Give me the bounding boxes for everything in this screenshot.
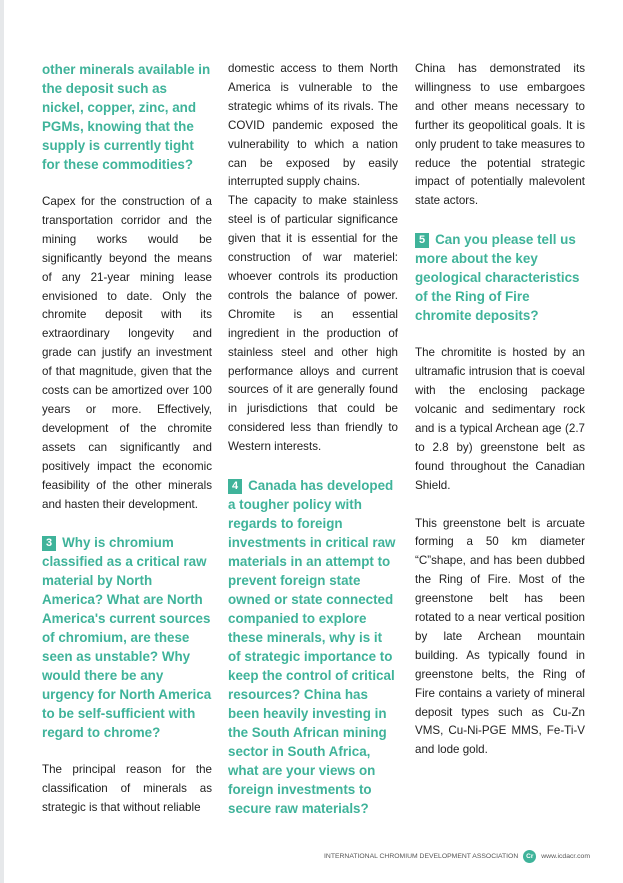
question-3-text: Why is chromium classified as a critical raw material by North America? What are North America's current sources of chromium, are these seen as unstable? Why would there be any urgency for North America to be self-sufficient with regard to chrome? [42, 535, 212, 741]
column-2 [228, 60, 398, 818]
question-4-text: Canada has developed a tougher policy with regards to foreign investments in critical raw materials in an attempt to prevent foreign state owned or state connected companied to explore these minerals, why is it of strategic importance to keep the control of critical resources? China has been heavily investing in the South African mining sector in South Africa, what are your views on foreign investments to secure raw materials? [228, 478, 396, 817]
page-footer [300, 848, 590, 864]
question-5-number: 5 [415, 233, 429, 248]
answer-5-paragraph-1: The chromitite is hosted by an ultramafic intrusion that is coeval with the enclosing package volcanic and sedimentary rock and is a typical Archean age (2.7 to 2.8 by) greenstone belt as found throughout the Canadian Shield. [415, 346, 585, 492]
question-5-text: Can you please tell us more about the key geological characteristics of the Ring of Fire chromite deposits? [415, 232, 580, 324]
footer-organization: INTERNATIONAL CHROMIUM DEVELOPMENT ASSOCIATION [324, 852, 519, 860]
answer-3-paragraph-2: The capacity to make stainless steel is of particular significance given that it is essential for the construction of war materiel: whoever controls its production controls the balance of power. Chromite is an essential ingredient in the production of stainless steel and other high performance alloys and current sources of it are generally found in jurisdictions that could be considered less than friendly to Western interests. [228, 194, 398, 454]
page-edge-stripe [0, 0, 4, 883]
answer-3-paragraph-continued: domestic access to them North America is vulnerable to the strategic whims of its rivals. The COVID pandemic exposed the vulnerability to which a nation can be exposed by easily interrupted supply chains. [228, 62, 398, 189]
answer-2-paragraph: Capex for the construction of a transportation corridor and the mining works would be significantly beyond the means of any 21-year mining lease envisioned to date. Only the chromite deposit with its extraordinary longevity and grade can justify an investment of that magnitude, given that the costs can be amortized over 100 years or more. Effectively, development of the chromite assets can significantly and positively impact the economic feasibility of the other minerals and hasten their development. [42, 195, 212, 511]
footer-website-link[interactable]: www.icdacr.com [541, 852, 590, 860]
question-3 [42, 533, 212, 742]
answer-3-paragraph-start: The principal reason for the classification of minerals as strategic is that without reliable [42, 763, 212, 815]
answer-5-paragraph-2: This greenstone belt is arcuate forming a 50 km diameter “C”shape, and has been dubbed the Ring of Fire. Most of the greenstone belt has been rotated to a near vertical position by late Archean mountain building. As typically found in greenstone belts, the Ring of Fire contains a variety of mineral deposit types such as Cu-Zn VMS, Cu-Ni-PGE MMS, Fe-Ti-V and lode gold. [415, 516, 585, 757]
answer-4-paragraph: China has demonstrated its willingness to use embargoes and other means necessary to further its geopolitical goals. It is only prudent to take measures to reduce the potential strategic impact of potentially malevolent state actors. [415, 62, 585, 208]
question-4 [228, 476, 398, 818]
question-4-number: 4 [228, 479, 242, 494]
column-1 [42, 60, 212, 818]
question-5 [415, 230, 585, 325]
question-2-end: other minerals available in the deposit such as nickel, copper, zinc, and PGMs, knowing that the supply is currently tight for these commodities? [42, 62, 211, 172]
question-3-number: 3 [42, 536, 56, 551]
column-3 [415, 60, 585, 760]
chromium-logo-icon: Cr [523, 850, 536, 863]
